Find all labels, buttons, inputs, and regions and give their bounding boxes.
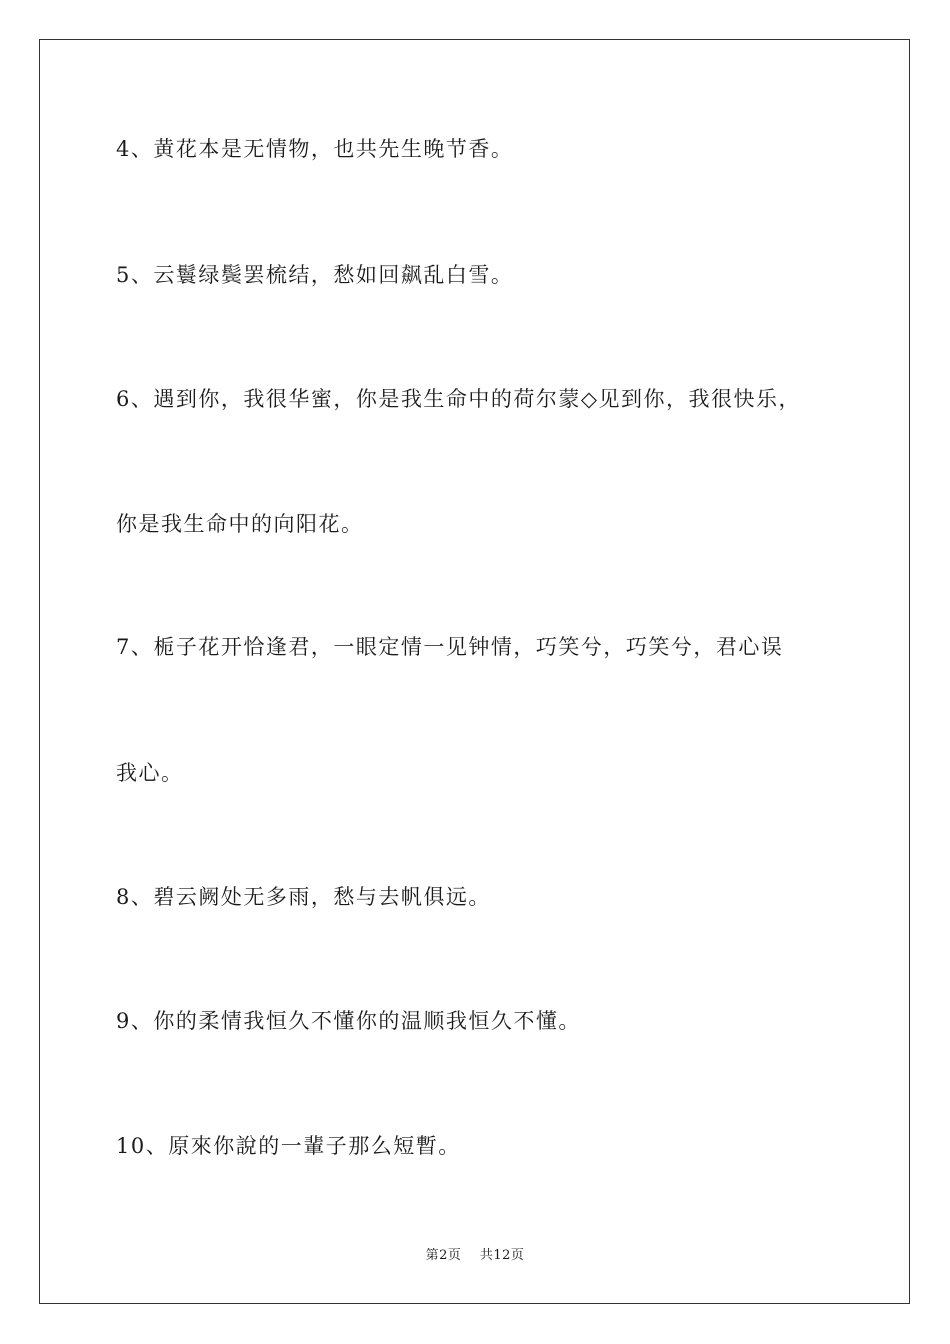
text-line-item-4: 4、黄花本是无情物，也共先生晚节香。 — [116, 137, 514, 161]
text-line-item-7-part-2: 我心。 — [116, 761, 184, 785]
text-line-item-6-part-2: 你是我生命中的向阳花。 — [116, 512, 364, 536]
text-line-item-6-part-1: 6、遇到你，我很华蜜，你是我生命中的荷尔蒙◇见到你，我很快乐， — [116, 387, 802, 411]
text-line-item-7-part-1: 7、栀子花开恰逢君，一眼定情一见钟情，巧笑兮，巧笑兮，君心误 — [116, 635, 784, 659]
page-frame — [39, 39, 910, 1304]
text-line-item-9: 9、你的柔情我恒久不懂你的温顺我恒久不懂。 — [116, 1009, 581, 1033]
text-line-item-10: 10、原來你說的一輩子那么短暫。 — [116, 1134, 461, 1158]
page-number-footer: 第2页 共12页 — [425, 1248, 525, 1263]
text-line-item-5: 5、云鬟绿鬓罢梳结，愁如回飙乱白雪。 — [116, 263, 514, 287]
text-line-item-8: 8、碧云阙处无多雨，愁与去帆俱远。 — [116, 885, 491, 909]
